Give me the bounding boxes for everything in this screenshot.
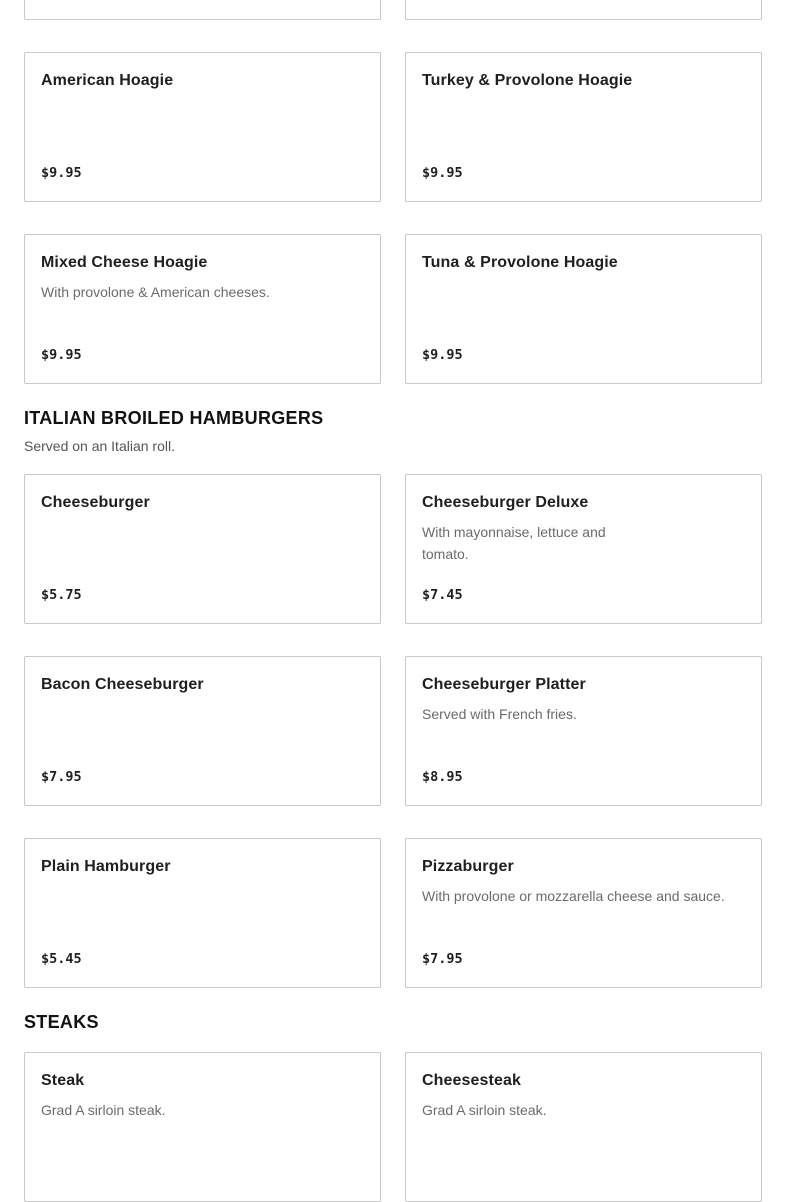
item-name: Pizzaburger — [422, 858, 514, 875]
menu-item-card[interactable] — [24, 1052, 381, 1202]
item-name: Cheesesteak — [422, 1072, 521, 1089]
menu-item-card[interactable] — [24, 0, 381, 20]
menu-item-card[interactable] — [405, 52, 762, 202]
menu-item-card[interactable] — [24, 656, 381, 806]
section-title: STEAKS — [24, 1012, 99, 1032]
item-description: Grad A sirloin steak. — [422, 1102, 547, 1118]
menu-item-card[interactable] — [405, 0, 762, 20]
menu-item-card[interactable] — [405, 838, 762, 988]
item-price: $7.95 — [422, 951, 463, 967]
item-price: $9.95 — [41, 347, 82, 363]
item-name: Turkey & Provolone Hoagie — [422, 72, 633, 89]
menu-item-card[interactable] — [24, 52, 381, 202]
item-description: With provolone or mozzarella cheese and sauce. — [422, 888, 725, 904]
item-price: $8.95 — [422, 769, 463, 785]
item-name: Steak — [41, 1072, 85, 1089]
menu-item-card[interactable] — [24, 234, 381, 384]
item-name: Mixed Cheese Hoagie — [41, 254, 208, 271]
section-subtitle: Served on an Italian roll. — [24, 438, 175, 454]
item-name: American Hoagie — [41, 72, 174, 89]
menu-item-card[interactable] — [405, 234, 762, 384]
item-description: With provolone & American cheeses. — [41, 284, 270, 300]
item-description: Served with French fries. — [422, 706, 577, 722]
menu-item-card[interactable] — [24, 474, 381, 624]
section-title: ITALIAN BROILED HAMBURGERS — [24, 408, 324, 428]
item-price: $9.95 — [422, 165, 463, 181]
menu-item-card[interactable] — [24, 838, 381, 988]
item-description: With mayonnaise, lettuce and tomato. — [422, 524, 606, 562]
item-name: Cheeseburger — [41, 494, 150, 511]
item-name: Bacon Cheeseburger — [41, 676, 204, 693]
item-description: Grad A sirloin steak. — [41, 1102, 166, 1118]
item-name: Cheeseburger Platter — [422, 676, 586, 693]
item-price: $5.75 — [41, 587, 82, 603]
item-name: Tuna & Provolone Hoagie — [422, 254, 618, 271]
item-price: $5.45 — [41, 951, 82, 967]
item-price: $9.95 — [41, 165, 82, 181]
item-price: $7.95 — [41, 769, 82, 785]
menu-item-card[interactable] — [405, 474, 762, 624]
item-name: Cheeseburger Deluxe — [422, 494, 589, 511]
item-name: Plain Hamburger — [41, 858, 171, 875]
menu-item-card[interactable] — [405, 656, 762, 806]
item-price: $7.45 — [422, 587, 463, 603]
item-price: $9.95 — [422, 347, 463, 363]
menu-item-card[interactable] — [405, 1052, 762, 1202]
